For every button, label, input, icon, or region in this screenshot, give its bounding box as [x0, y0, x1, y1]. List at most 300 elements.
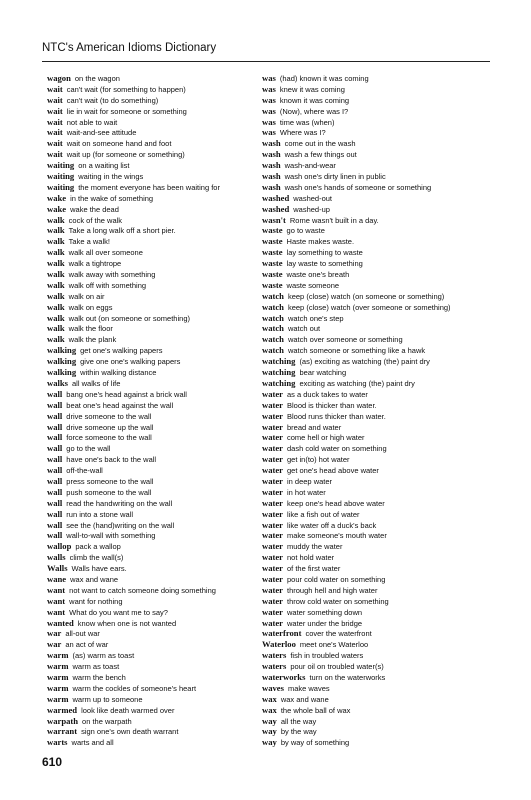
idiom-phrase: turn on the waterworks — [309, 672, 386, 682]
idiom-phrase: beat one's head against the wall — [66, 400, 174, 410]
headword: was — [262, 94, 276, 105]
idiom-phrase: walk out (on someone or something) — [68, 313, 190, 323]
idiom-phrase: like a fish out of water — [287, 509, 360, 519]
headword: water — [262, 454, 283, 465]
idiom-phrase: warm the bench — [72, 672, 126, 682]
idiom-phrase: water under the bridge — [287, 618, 363, 628]
headword: warm — [47, 693, 69, 704]
header-rule — [42, 61, 490, 62]
headword: wall — [47, 421, 63, 432]
headword: water — [262, 410, 283, 421]
idiom-entry — [47, 106, 262, 117]
idiom-entry — [262, 84, 477, 95]
headword: wall — [47, 399, 63, 410]
idiom-phrase: (as) warm as toast — [72, 651, 135, 661]
idiom-entry — [262, 117, 477, 128]
idiom-phrase: throw cold water on something — [287, 596, 389, 606]
idiom-entry — [262, 509, 477, 520]
headword: walking — [47, 367, 77, 378]
idiom-phrase: want for nothing — [69, 596, 123, 606]
headword: wake — [47, 192, 67, 203]
idiom-phrase: lay something to waste — [286, 248, 363, 258]
headword: water — [262, 563, 283, 574]
idiom-phrase: within walking distance — [80, 368, 157, 378]
headword: was — [262, 73, 276, 83]
headword: wait — [47, 127, 63, 138]
idiom-phrase: force someone to the wall — [66, 433, 152, 443]
idiom-phrase: keep (close) watch (on someone or something) — [287, 291, 445, 301]
idiom-entry — [47, 432, 262, 443]
idiom-phrase: cover the waterfront — [305, 629, 372, 639]
idiom-entry — [47, 204, 262, 215]
idiom-phrase: dash cold water on something — [287, 444, 387, 454]
idiom-entry — [262, 476, 477, 487]
idiom-entry — [262, 204, 477, 215]
idiom-entry — [47, 694, 262, 705]
idiom-entry — [47, 149, 262, 160]
idiom-phrase: read the handwriting on the wall — [66, 498, 173, 508]
idiom-entry — [47, 193, 262, 204]
idiom-phrase: wait on someone hand and foot — [66, 139, 172, 149]
idiom-entry — [47, 672, 262, 683]
headword: wasn't — [262, 214, 286, 225]
idiom-phrase: Take a walk! — [68, 237, 110, 247]
idiom-phrase: make someone's mouth water — [287, 531, 387, 541]
headword: walking — [47, 356, 77, 367]
idiom-phrase: look like death warmed over — [81, 705, 175, 715]
idiom-entry — [47, 127, 262, 138]
headword: watching — [262, 356, 296, 367]
idiom-entry — [262, 225, 477, 236]
idiom-phrase: lie in wait for someone or something — [66, 106, 187, 116]
idiom-phrase: come out in the wash — [284, 139, 356, 149]
idiom-phrase: can't wait (for something to happen) — [66, 84, 186, 94]
idiom-phrase: cock of the walk — [68, 215, 123, 225]
idiom-entry — [262, 215, 477, 226]
headword: waiting — [47, 160, 75, 171]
idiom-phrase: wait up (for someone or something) — [66, 150, 185, 160]
idiom-entry — [47, 487, 262, 498]
headword: walk — [47, 214, 65, 225]
idiom-phrase: (Now), where was I? — [279, 106, 349, 116]
headword: wall — [47, 519, 63, 530]
idiom-entry — [262, 138, 477, 149]
idiom-entry — [47, 334, 262, 345]
headword: wake — [47, 203, 67, 214]
headword: water — [262, 486, 283, 497]
idiom-entry — [262, 411, 477, 422]
headword: wash — [262, 138, 281, 149]
idiom-entry — [47, 465, 262, 476]
idiom-phrase: bread and water — [287, 422, 342, 432]
headword: watch — [262, 345, 284, 356]
idiom-entry — [47, 345, 262, 356]
idiom-entry — [47, 683, 262, 694]
idiom-phrase: by the way — [280, 727, 317, 737]
right-column — [262, 73, 477, 748]
headword: water — [262, 519, 283, 530]
idiom-entry — [262, 291, 477, 302]
headword: wall — [47, 465, 63, 476]
idiom-entry — [47, 661, 262, 672]
headword: walk — [47, 225, 65, 236]
idiom-entry — [262, 106, 477, 117]
idiom-entry — [47, 520, 262, 531]
headword: was — [262, 83, 276, 94]
idiom-entry — [47, 84, 262, 95]
idiom-entry — [262, 585, 477, 596]
idiom-phrase: know when one is not wanted — [77, 618, 177, 628]
headword: watch — [262, 323, 284, 334]
idiom-phrase: not hold water — [287, 553, 335, 563]
page-number: 610 — [42, 755, 63, 769]
idiom-entry — [262, 639, 477, 650]
headword: water — [262, 552, 283, 563]
idiom-phrase: (as) exciting as watching (the) paint dry — [299, 357, 430, 367]
idiom-phrase: as a duck takes to water — [287, 389, 368, 399]
idiom-entry — [47, 454, 262, 465]
idiom-phrase: waiting in the wings — [78, 172, 144, 182]
idiom-entry — [47, 498, 262, 509]
idiom-entry — [47, 574, 262, 585]
idiom-phrase: on the warpath — [82, 716, 132, 726]
idiom-entry — [47, 356, 262, 367]
idiom-entry — [262, 552, 477, 563]
idiom-phrase: not able to wait — [66, 117, 118, 127]
idiom-entry — [262, 269, 477, 280]
headword: wait — [47, 116, 63, 127]
idiom-phrase: What do you want me to say? — [69, 607, 168, 617]
headword: waterfront — [262, 628, 302, 639]
idiom-entry — [47, 171, 262, 182]
idiom-entry — [262, 367, 477, 378]
idiom-entry — [262, 149, 477, 160]
headword: walls — [47, 552, 66, 563]
idiom-entry — [262, 465, 477, 476]
idiom-phrase: on the wagon — [74, 74, 120, 83]
headword: waste — [262, 247, 283, 258]
idiom-entry — [47, 117, 262, 128]
idiom-phrase: wash a few things out — [284, 150, 357, 160]
idiom-phrase: Rome wasn't built in a day. — [289, 215, 379, 225]
headword: water — [262, 617, 283, 628]
idiom-phrase: in deep water — [287, 476, 333, 486]
idiom-entry — [262, 378, 477, 389]
headword: water — [262, 475, 283, 486]
idiom-entry — [47, 258, 262, 269]
idiom-entry — [262, 607, 477, 618]
idiom-phrase: bear watching — [299, 368, 347, 378]
idiom-phrase: Walls have ears. — [71, 564, 127, 574]
idiom-entry — [47, 138, 262, 149]
idiom-phrase: get one's head above water — [287, 466, 379, 476]
idiom-phrase: washed-out — [293, 193, 333, 203]
headword: water — [262, 497, 283, 508]
headword: walk — [47, 290, 65, 301]
idiom-entry — [262, 454, 477, 465]
headword: waters — [262, 650, 287, 661]
headword: wax — [262, 693, 277, 704]
headword: wash — [262, 171, 281, 182]
idiom-entry — [47, 160, 262, 171]
headword: wash — [262, 149, 281, 160]
idiom-phrase: pack a wallop — [75, 542, 121, 552]
idiom-entry — [262, 389, 477, 400]
idiom-entry — [262, 443, 477, 454]
headword: wait — [47, 105, 63, 116]
idiom-phrase: keep one's head above water — [287, 498, 385, 508]
idiom-entry — [262, 683, 477, 694]
headword: warm — [47, 661, 69, 672]
idiom-phrase: walk on eggs — [68, 302, 113, 312]
idiom-entry — [262, 650, 477, 661]
idiom-phrase: run into a stone wall — [66, 509, 133, 519]
idiom-phrase: an act of war — [65, 640, 109, 650]
headword: walk — [47, 312, 65, 323]
idiom-entry — [47, 639, 262, 650]
idiom-phrase: water something down — [287, 607, 363, 617]
headword: warm — [47, 682, 69, 693]
idiom-phrase: in the wake of something — [70, 193, 154, 203]
headword: way — [262, 726, 277, 737]
headword: wait — [47, 94, 63, 105]
headword: wall — [47, 410, 63, 421]
idiom-entry — [47, 552, 262, 563]
idiom-entry — [47, 618, 262, 629]
idiom-phrase: walk the plank — [68, 335, 117, 345]
idiom-phrase: exciting as watching (the) paint dry — [299, 378, 415, 388]
idiom-entry — [47, 541, 262, 552]
idiom-entry — [262, 236, 477, 247]
headword: Walls — [47, 563, 68, 574]
idiom-phrase: sign one's own death warrant — [81, 727, 179, 737]
idiom-phrase: can't wait (to do something) — [66, 95, 159, 105]
idiom-entry — [262, 618, 477, 629]
headword: walk — [47, 247, 65, 258]
idiom-entry — [47, 509, 262, 520]
idiom-entry — [47, 650, 262, 661]
headword: war — [47, 639, 62, 650]
idiom-phrase: get one's walking papers — [80, 346, 163, 356]
headword: walk — [47, 301, 65, 312]
headword: water — [262, 530, 283, 541]
idiom-phrase: the moment everyone has been waiting for — [78, 182, 220, 192]
headword: water — [262, 573, 283, 584]
idiom-entry — [262, 95, 477, 106]
headword: wait — [47, 138, 63, 149]
idiom-phrase: wall-to-wall with something — [66, 531, 156, 541]
idiom-entry — [262, 313, 477, 324]
idiom-entry — [262, 345, 477, 356]
idiom-phrase: bang one's head against a brick wall — [66, 389, 187, 399]
idiom-phrase: walk off with something — [68, 280, 147, 290]
headword: warpath — [47, 715, 79, 726]
idiom-entry — [262, 726, 477, 737]
idiom-phrase: drive someone up the wall — [66, 422, 154, 432]
headword: wane — [47, 573, 67, 584]
idiom-entry — [47, 628, 262, 639]
idiom-phrase: all the way — [280, 716, 317, 726]
headword: waste — [262, 269, 283, 280]
idiom-phrase: by way of something — [280, 738, 350, 748]
idiom-entry — [262, 171, 477, 182]
idiom-entry — [262, 323, 477, 334]
idiom-phrase: like water off a duck's back — [287, 520, 377, 530]
idiom-entry — [47, 716, 262, 727]
headword: was — [262, 105, 276, 116]
idiom-phrase: in hot water — [287, 487, 326, 497]
headword: wait — [47, 83, 63, 94]
idiom-phrase: muddy the water — [287, 542, 343, 552]
idiom-phrase: off-the-wall — [66, 466, 103, 476]
headword: walks — [47, 377, 69, 388]
idiom-phrase: waste someone — [286, 280, 340, 290]
headword: waste — [262, 258, 283, 269]
idiom-phrase: warts and all — [71, 738, 114, 748]
headword: wash — [262, 160, 281, 171]
headword: watching — [262, 377, 296, 388]
headword: wall — [47, 486, 63, 497]
idiom-entry — [262, 160, 477, 171]
idiom-phrase: walk away with something — [68, 270, 156, 280]
headword: wall — [47, 475, 63, 486]
idiom-entry — [47, 323, 262, 334]
headword: water — [262, 595, 283, 606]
headword: wallop — [47, 541, 72, 552]
idiom-entry — [47, 389, 262, 400]
idiom-entry — [47, 400, 262, 411]
headword: watch — [262, 290, 284, 301]
idiom-entry — [47, 95, 262, 106]
idiom-phrase: Blood is thicker than water. — [287, 400, 377, 410]
headword: water — [262, 508, 283, 519]
headword: waste — [262, 225, 283, 236]
headword: waste — [262, 279, 283, 290]
idiom-phrase: Where was I? — [279, 128, 326, 138]
idiom-phrase: fish in troubled waters — [290, 651, 364, 661]
headword: walk — [47, 279, 65, 290]
headword: wait — [47, 149, 63, 160]
headword: Waterloo — [262, 639, 296, 650]
idiom-phrase: the whole ball of wax — [280, 705, 351, 715]
headword: water — [262, 432, 283, 443]
headword: wall — [47, 432, 63, 443]
idiom-entry — [47, 236, 262, 247]
idiom-entry — [262, 73, 477, 84]
idiom-entry — [47, 182, 262, 193]
idiom-entry — [47, 367, 262, 378]
idiom-phrase: not want to catch someone doing something — [69, 585, 216, 595]
headword: wall — [47, 508, 63, 519]
idiom-phrase: washed-up — [293, 204, 330, 214]
idiom-phrase: knew it was coming — [279, 84, 345, 94]
headword: water — [262, 584, 283, 595]
idiom-entry — [47, 302, 262, 313]
idiom-entry — [262, 530, 477, 541]
idiom-entry — [262, 356, 477, 367]
idiom-phrase: wait-and-see attitude — [66, 128, 137, 138]
running-header: NTC's American Idioms Dictionary — [42, 42, 217, 54]
idiom-entry — [262, 127, 477, 138]
idiom-phrase: pour oil on troubled water(s) — [290, 662, 384, 672]
idiom-entry — [262, 247, 477, 258]
idiom-entry — [47, 607, 262, 618]
headword: walk — [47, 258, 65, 269]
idiom-entry — [47, 280, 262, 291]
idiom-phrase: all-out war — [65, 629, 100, 639]
idiom-entry — [47, 269, 262, 280]
idiom-phrase: walk on air — [68, 291, 105, 301]
idiom-phrase: wax and wane — [70, 574, 119, 584]
idiom-phrase: come hell or high water — [287, 433, 365, 443]
headword: waves — [262, 682, 284, 693]
idiom-entry — [262, 716, 477, 727]
idiom-phrase: warm the cockles of someone's heart — [72, 683, 197, 693]
idiom-phrase: wash-and-wear — [284, 161, 336, 171]
headword: warts — [47, 737, 68, 748]
headword: waters — [262, 661, 287, 672]
idiom-entry — [47, 737, 262, 748]
idiom-phrase: keep (close) watch (over someone or something) — [287, 302, 451, 312]
headword: waterworks — [262, 671, 306, 682]
headword: warm — [47, 671, 69, 682]
idiom-entry — [47, 596, 262, 607]
headword: wanted — [47, 617, 74, 628]
idiom-phrase: on a waiting list — [78, 161, 130, 171]
idiom-entry — [262, 520, 477, 531]
idiom-entry — [47, 443, 262, 454]
idiom-phrase: walk a tightrope — [68, 259, 122, 269]
idiom-entry — [47, 247, 262, 258]
headword: wall — [47, 388, 63, 399]
idiom-entry — [47, 378, 262, 389]
idiom-phrase: pour cold water on something — [287, 574, 386, 584]
headword: water — [262, 399, 283, 410]
idiom-phrase: watch over someone or something — [287, 335, 403, 345]
idiom-entry — [262, 182, 477, 193]
idiom-phrase: wash one's dirty linen in public — [284, 172, 386, 182]
headword: washed — [262, 192, 290, 203]
idiom-phrase: wax and wane — [280, 694, 329, 704]
headword: water — [262, 421, 283, 432]
headword: watch — [262, 312, 284, 323]
idiom-entry — [47, 726, 262, 737]
headword: war — [47, 628, 62, 639]
idiom-phrase: drive someone to the wall — [66, 411, 152, 421]
idiom-entry — [47, 563, 262, 574]
idiom-entry — [47, 291, 262, 302]
headword: want — [47, 606, 66, 617]
headword: want — [47, 584, 66, 595]
idiom-entry — [47, 585, 262, 596]
headword: warmed — [47, 704, 78, 715]
headword: walking — [47, 345, 77, 356]
idiom-entry — [47, 422, 262, 433]
idiom-phrase: go to waste — [286, 226, 325, 236]
idiom-entry — [262, 705, 477, 716]
idiom-phrase: wash one's hands of someone or something — [284, 182, 432, 192]
idiom-entry — [262, 487, 477, 498]
headword: way — [262, 737, 277, 748]
idiom-phrase: wake the dead — [70, 204, 119, 214]
idiom-entry — [262, 334, 477, 345]
headword: water — [262, 541, 283, 552]
idiom-entry — [47, 476, 262, 487]
headword: waiting — [47, 181, 75, 192]
left-column — [47, 73, 262, 748]
idiom-phrase: climb the wall(s) — [69, 553, 124, 563]
idiom-entry — [262, 432, 477, 443]
